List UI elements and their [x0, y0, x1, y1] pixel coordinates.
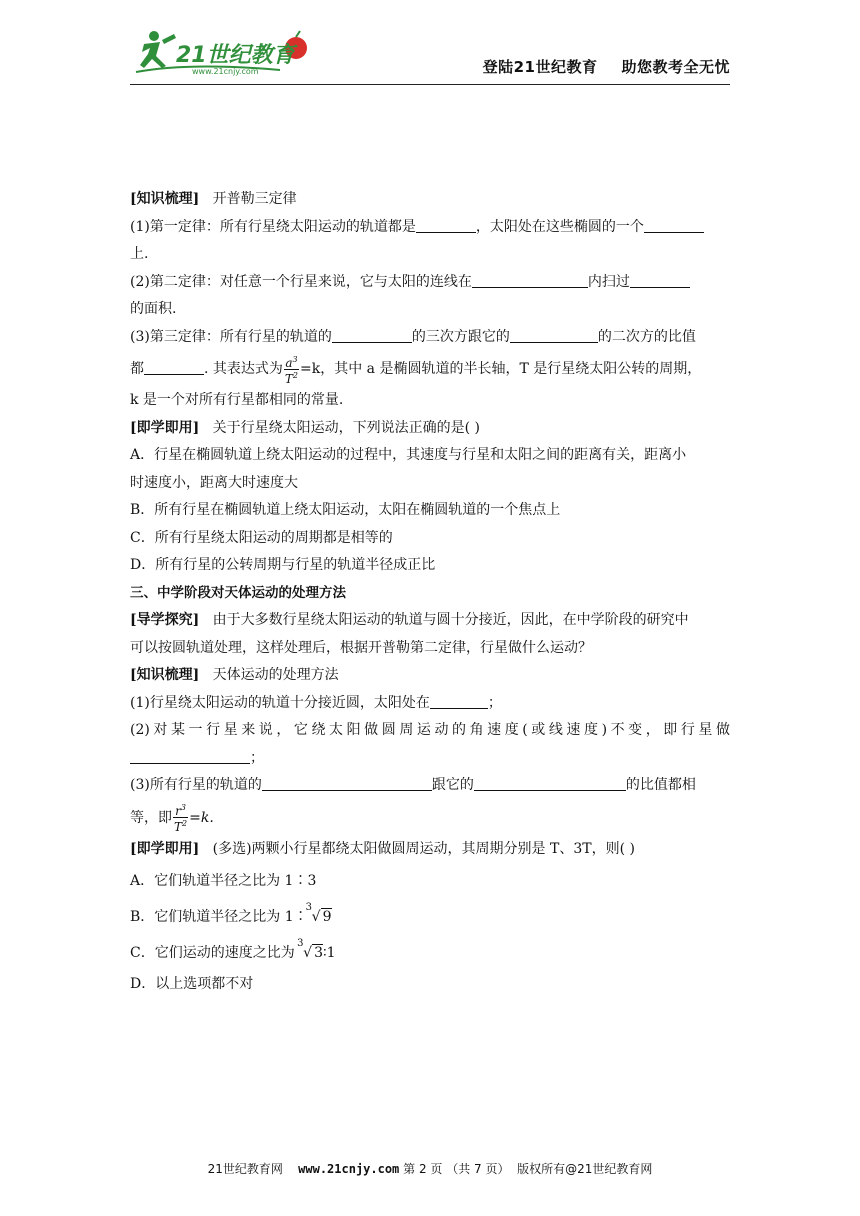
method-text: (1)行星绕太阳运动的轨道十分接近圆，太阳处在	[130, 694, 430, 711]
law-2-line	[130, 269, 730, 297]
law-1-line	[130, 214, 730, 242]
option-text: D．所有行星的公转周期与行星的轨道半径成正比	[130, 557, 436, 573]
question-2-option-c	[130, 935, 730, 971]
option-text: C．它们运动的速度之比为	[130, 945, 295, 961]
question-2-stem	[130, 836, 730, 864]
option-text: B．所有行星在椭圆轨道上绕太阳运动，太阳在椭圆轨道的一个焦点上	[130, 502, 561, 518]
footer-copyright: 版权所有@21世纪教育网	[517, 1162, 653, 1176]
slogan-right: 助您教考全无忧	[621, 58, 730, 76]
fraction-denominator: T	[284, 371, 293, 386]
site-logo	[130, 26, 330, 78]
radicand: 3	[314, 945, 324, 961]
law-3-text-d: 都	[130, 361, 144, 377]
logo-text: 21世纪教育	[176, 43, 295, 68]
method-text: 的比值都相	[625, 777, 696, 793]
option-text: A．行星在椭圆轨道上绕太阳运动的过程中，其速度与行星和太阳之间的距离有关，距离小	[130, 447, 687, 463]
question-text: 关于行星绕太阳运动，下列说法正确的是( )	[212, 419, 480, 436]
law-1-text-b: ，太阳处在这些椭圆的一个	[475, 218, 644, 235]
law-3-text-a: (3)第三定律：所有行星的轨道的	[130, 328, 332, 345]
cube-root: 3 √ 3	[303, 935, 323, 971]
question-2-option-a	[130, 863, 730, 899]
question-2-option-d	[130, 971, 730, 999]
answer-blank	[510, 328, 598, 343]
header-divider	[130, 84, 730, 85]
option-text: C．所有行星绕太阳运动的周期都是相等的	[130, 529, 393, 546]
law-2-text-a: (2)第二定律：对任意一个行星来说，它与太阳的连线在	[130, 273, 472, 290]
method-1-line	[130, 690, 730, 718]
orbit-fraction: $\frac{r^3}{T^2}$	[174, 803, 188, 834]
question-1-stem	[130, 415, 730, 443]
guided-inquiry-line	[130, 607, 730, 635]
answer-blank	[474, 776, 626, 791]
method-text: ；	[487, 694, 502, 711]
answer-blank	[630, 273, 690, 288]
footer-url: www.21cnjy.com	[298, 1162, 400, 1176]
question-1-option-a-cont	[130, 470, 730, 498]
method-text: 等，即	[130, 809, 172, 826]
law-1-text-a: (1)第一定律：所有行星绕太阳运动的轨道都是	[130, 218, 416, 235]
fraction-numerator: r	[175, 804, 181, 818]
answer-blank	[430, 694, 488, 709]
section-tag: [即学即用]	[130, 419, 200, 436]
question-1-option-c	[130, 525, 730, 553]
inquiry-text: 可以按圆轨道处理，这样处理后，根据开普勒第二定律，行星做什么运动？	[130, 639, 592, 656]
answer-blank	[472, 273, 588, 288]
section-heading: 天体运动的处理方法	[212, 667, 339, 683]
inquiry-text: 由于大多数行星绕太阳运动的轨道与圆十分接近，因此，在中学阶段的研究中	[212, 612, 689, 628]
fraction-numerator: a	[285, 355, 293, 370]
logo-url: www.21cnjy.com	[192, 67, 259, 76]
question-1-option-d	[130, 552, 730, 580]
method-text: (2)对某一行星来说，它绕太阳做圆周运动的角速度(或线速度)不变，即行星做	[130, 722, 730, 738]
method-text: 跟它的	[431, 777, 474, 793]
method-text: (3)所有行星的轨道的	[130, 777, 262, 793]
guided-inquiry-line-2	[130, 635, 730, 663]
fraction-denominator: T	[174, 820, 183, 834]
section-knowledge-1	[130, 186, 730, 214]
law-3-formula-line	[130, 351, 730, 387]
question-1-option-a	[130, 442, 730, 470]
answer-blank	[416, 218, 476, 233]
law-3-line-3	[130, 387, 730, 415]
law-2-text-c: 的面积.	[130, 301, 177, 317]
section-tag: [即学即用]	[130, 840, 200, 857]
option-text: D．以上选项都不对	[130, 976, 254, 992]
question-text: (多选)两颗小行星都绕太阳做圆周运动，其周期分别是 T、3T，则( )	[212, 840, 635, 857]
root-index: 3	[297, 938, 304, 949]
kepler-fraction: $\frac{a^3}{T^2}$	[284, 354, 299, 386]
answer-blank	[144, 360, 204, 375]
page-footer	[0, 1160, 860, 1177]
option-text: 时速度小，距离大时速度大	[130, 474, 298, 491]
section-tag: [知识梳理]	[130, 191, 200, 207]
answer-blank	[130, 749, 250, 764]
option-text: ∶1	[323, 945, 336, 961]
footer-page-info: 第 2 页 （共 7 页）	[403, 1162, 510, 1176]
law-3-text-b: 的三次方跟它的	[411, 328, 510, 345]
law-2-text-b: 内扫过	[587, 273, 630, 290]
footer-site-name: 21世纪教育网	[207, 1162, 283, 1176]
radicand: 9	[322, 909, 332, 925]
method-2-line	[130, 717, 730, 745]
option-text: A．它们轨道半径之比为 1∶3	[130, 873, 317, 889]
law-3-text-e: . 其表达式为	[204, 361, 283, 377]
answer-blank	[644, 218, 704, 233]
answer-blank	[332, 328, 412, 343]
law-3-text-g: k 是一个对所有行星都相同的常量.	[130, 392, 344, 408]
page-content	[130, 186, 730, 999]
option-text: B．它们轨道半径之比为 1∶	[130, 909, 308, 925]
section-heading: 开普勒三定律	[212, 191, 297, 207]
question-1-option-b	[130, 497, 730, 525]
method-3-formula-line	[130, 800, 730, 836]
law-2-line-2	[130, 296, 730, 324]
method-2-line-2	[130, 745, 730, 773]
law-1-text-c: 上.	[130, 246, 149, 262]
header-slogan	[483, 56, 730, 77]
law-3-line	[130, 324, 730, 352]
section-knowledge-2	[130, 662, 730, 690]
slogan-left: 登陆21世纪教育	[482, 58, 598, 76]
method-3-line	[130, 772, 730, 800]
root-index: 3	[305, 902, 313, 913]
law-3-text-f: =k，其中 a 是椭圆轨道的半长轴，T 是行星绕太阳公转的周期，	[300, 361, 702, 377]
page-header	[130, 22, 730, 84]
method-text: ；	[250, 749, 264, 766]
law-1-line-2	[130, 241, 730, 269]
section-3-title: 三、中学阶段对天体运动的处理方法	[130, 584, 346, 601]
section-tag: [导学探究]	[130, 612, 200, 628]
question-2-option-b	[130, 899, 730, 935]
section-tag: [知识梳理]	[130, 667, 200, 683]
answer-blank	[262, 776, 432, 791]
law-3-text-c: 的二次方的比值	[597, 328, 696, 345]
cube-root: 3 √ 9	[312, 899, 332, 935]
method-text: =k.	[189, 809, 214, 826]
